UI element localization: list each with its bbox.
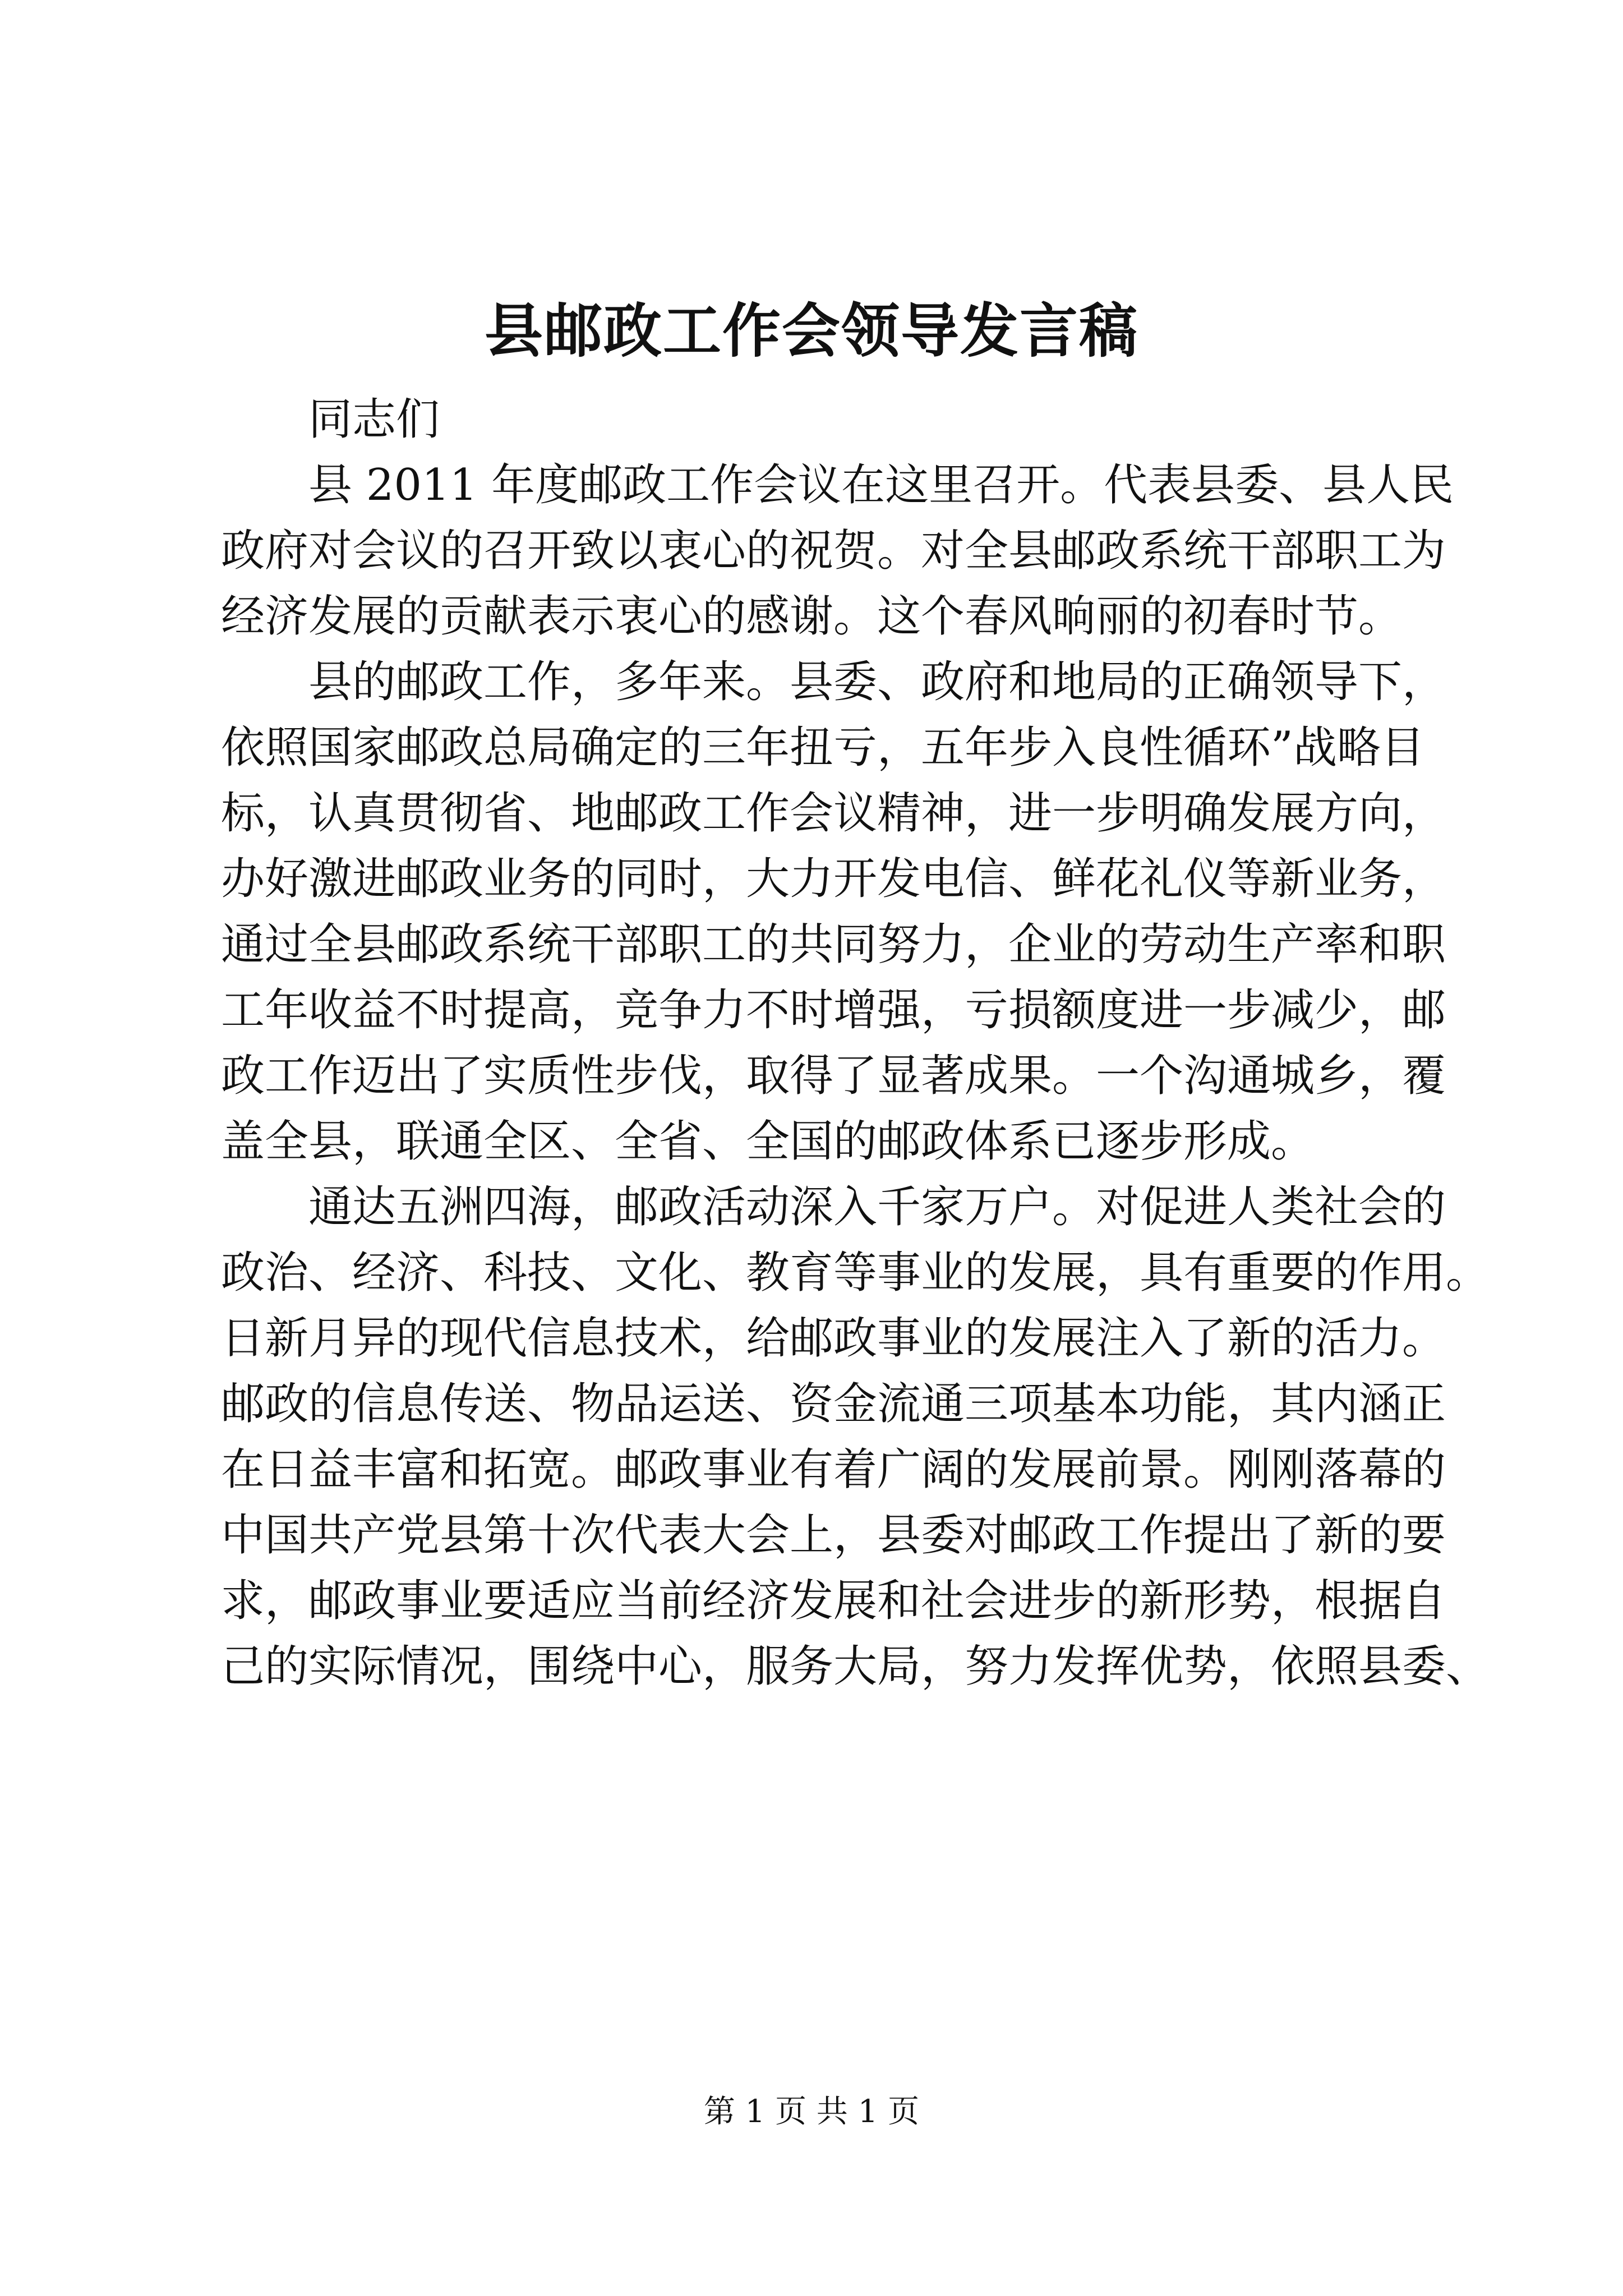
paragraph-line: 日新月异的现代信息技术，给邮政事业的发展注入了新的活力。 bbox=[221, 1313, 1446, 1364]
page-footer: 第 1 页 共 1 页 bbox=[703, 2093, 920, 2130]
paragraph-line: 在日益丰富和拓宽。邮政事业有着广阔的发展前景。刚刚落幕的 bbox=[221, 1444, 1446, 1495]
document-body bbox=[221, 387, 1490, 1700]
paragraph-line: 办好激进邮政业务的同时，大力开发电信、鲜花礼仪等新业务， bbox=[221, 854, 1446, 904]
paragraph-line: 盖全县，联通全区、全省、全国的邮政体系已逐步形成。 bbox=[221, 1116, 1315, 1167]
paragraph-line: 经济发展的贡献表示衷心的感谢。这个春风晌丽的初春时节。 bbox=[221, 591, 1403, 642]
paragraph-line: 标，认真贯彻省、地邮政工作会议精神，进一步明确发展方向， bbox=[221, 788, 1446, 839]
paragraph-line: 通过全县邮政系统干部职工的共同努力，企业的劳动生产率和职 bbox=[221, 919, 1446, 970]
paragraph-line: 己的实际情况，围绕中心，服务大局，努力发挥优势，依照县委、 bbox=[221, 1641, 1490, 1692]
paragraph-line: 求，邮政事业要适应当前经济发展和社会进步的新形势，根据自 bbox=[221, 1576, 1446, 1626]
document-title: 县邮政工作会领导发言稿 bbox=[484, 296, 1138, 365]
paragraph-line: 工年收益不时提高，竞争力不时增强，亏损额度进一步减少，邮 bbox=[221, 985, 1446, 1036]
paragraph-line: 县 2011 年度邮政工作会议在这里召开。代表县委、县人民 bbox=[308, 460, 1454, 510]
paragraph-line: 中国共产党县第十次代表大会上，县委对邮政工作提出了新的要 bbox=[221, 1510, 1446, 1561]
paragraph-line: 政工作迈出了实质性步伐，取得了显著成果。一个沟通城乡，覆 bbox=[221, 1051, 1446, 1101]
paragraph-line: 通达五洲四海，邮政活动深入千家万户。对促进人类社会的 bbox=[308, 1182, 1446, 1232]
paragraph-line: 县的邮政工作，多年来。县委、政府和地局的正确领导下， bbox=[308, 657, 1446, 707]
paragraph-line: 邮政的信息传送、物品运送、资金流通三项基本功能，其内涵正 bbox=[221, 1379, 1446, 1429]
paragraph-line: 依照国家邮政总局确定的三年扭亏，五年步入良性循环”战略目 bbox=[221, 723, 1424, 773]
paragraph-line: 政治、经济、科技、文化、教育等事业的发展，具有重要的作用。 bbox=[221, 1248, 1490, 1298]
paragraph-line: 政府对会议的召开致以衷心的祝贺。对全县邮政系统干部职工为 bbox=[221, 526, 1446, 576]
greeting-line: 同志们 bbox=[308, 394, 440, 445]
